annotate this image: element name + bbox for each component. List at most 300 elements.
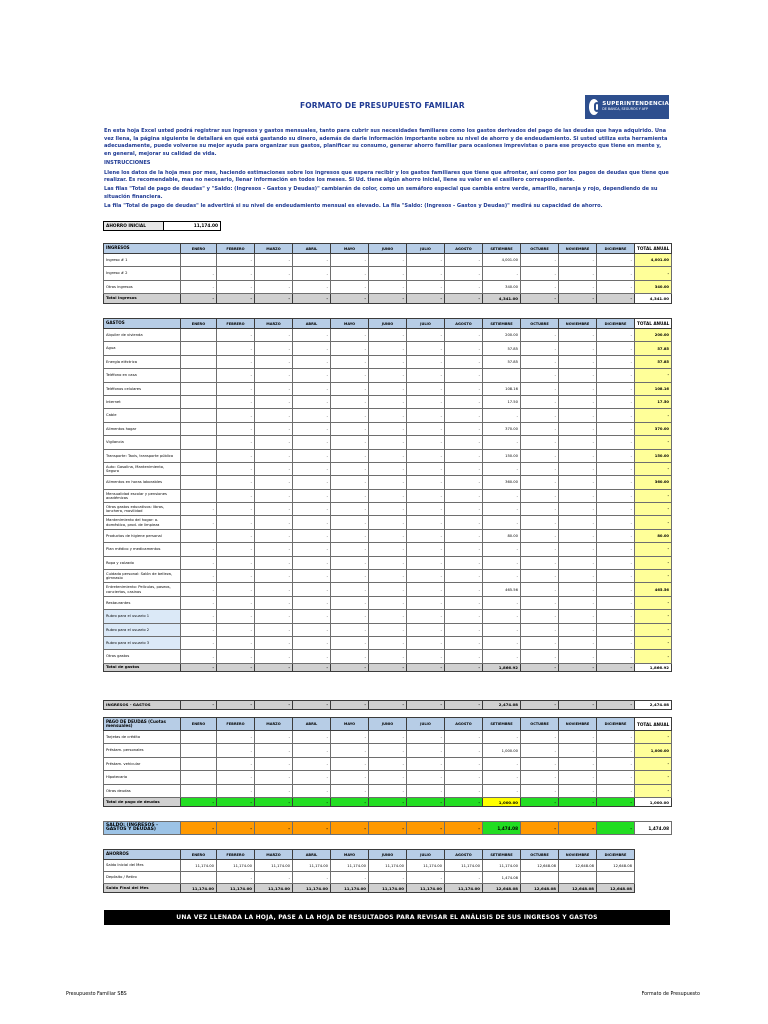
month-value-cell[interactable] [181, 462, 217, 475]
month-value-cell[interactable]: - [559, 529, 597, 542]
month-value-cell[interactable]: - [445, 369, 483, 382]
month-value-cell[interactable]: - [597, 355, 635, 368]
month-value-cell[interactable]: - [483, 556, 521, 569]
month-value-cell[interactable]: - [521, 489, 559, 502]
month-value-cell[interactable]: - [331, 784, 369, 797]
month-value-cell[interactable]: - [445, 543, 483, 556]
month-value-cell[interactable]: - [217, 744, 255, 757]
month-value-cell[interactable]: - [597, 382, 635, 395]
month-value-cell[interactable]: - [407, 449, 445, 462]
month-value-cell[interactable]: - [559, 503, 597, 516]
month-value-cell[interactable]: - [331, 489, 369, 502]
month-value-cell[interactable]: - [255, 329, 293, 342]
month-value-cell[interactable]: - [255, 744, 293, 757]
month-value-cell[interactable]: - [293, 369, 331, 382]
month-value-cell[interactable]: - [369, 570, 407, 583]
month-value-cell[interactable]: - [217, 476, 255, 489]
month-value-cell[interactable]: 11,174.00 [217, 860, 255, 872]
month-value-cell[interactable]: - [293, 503, 331, 516]
month-value-cell[interactable]: - [597, 650, 635, 663]
month-value-cell[interactable]: - [597, 342, 635, 355]
month-value-cell[interactable]: - [369, 503, 407, 516]
month-value-cell[interactable]: - [369, 280, 407, 293]
month-value-cell[interactable] [181, 784, 217, 797]
month-value-cell[interactable]: - [521, 771, 559, 784]
month-value-cell[interactable]: - [293, 355, 331, 368]
month-value-cell[interactable]: - [217, 623, 255, 636]
month-value-cell[interactable]: - [559, 355, 597, 368]
month-value-cell[interactable]: - [217, 636, 255, 649]
month-value-cell[interactable]: - [521, 280, 559, 293]
month-value-cell[interactable]: - [293, 623, 331, 636]
month-value-cell[interactable]: - [559, 449, 597, 462]
month-value-cell[interactable]: 11,174.00 [483, 860, 521, 872]
month-value-cell[interactable]: - [445, 872, 483, 884]
month-value-cell[interactable]: - [293, 342, 331, 355]
month-value-cell[interactable]: - [445, 267, 483, 280]
month-value-cell[interactable]: - [331, 382, 369, 395]
month-value-cell[interactable]: - [293, 516, 331, 529]
month-value-cell[interactable]: - [331, 570, 369, 583]
month-value-cell[interactable]: - [597, 636, 635, 649]
month-value-cell[interactable]: 465.56 [483, 583, 521, 596]
month-value-cell[interactable]: - [483, 636, 521, 649]
month-value-cell[interactable] [181, 382, 217, 395]
month-value-cell[interactable]: - [445, 382, 483, 395]
month-value-cell[interactable]: - [597, 543, 635, 556]
month-value-cell[interactable]: 12,648.08 [559, 860, 597, 872]
month-value-cell[interactable]: - [521, 731, 559, 744]
month-value-cell[interactable]: - [597, 476, 635, 489]
month-value-cell[interactable]: - [369, 369, 407, 382]
month-value-cell[interactable]: - [369, 784, 407, 797]
month-value-cell[interactable]: - [445, 409, 483, 422]
month-value-cell[interactable]: 12,648.08 [521, 860, 559, 872]
month-value-cell[interactable]: - [559, 369, 597, 382]
month-value-cell[interactable]: - [255, 254, 293, 267]
month-value-cell[interactable]: - [407, 570, 445, 583]
month-value-cell[interactable]: - [331, 583, 369, 596]
month-value-cell[interactable]: - [217, 422, 255, 435]
month-value-cell[interactable]: - [559, 757, 597, 770]
month-value-cell[interactable]: - [217, 382, 255, 395]
month-value-cell[interactable]: - [293, 409, 331, 422]
month-value-cell[interactable]: - [255, 503, 293, 516]
month-value-cell[interactable]: - [597, 462, 635, 475]
month-value-cell[interactable]: 57.85 [483, 355, 521, 368]
month-value-cell[interactable]: - [445, 436, 483, 449]
month-value-cell[interactable]: - [217, 462, 255, 475]
month-value-cell[interactable]: - [293, 382, 331, 395]
month-value-cell[interactable]: - [407, 744, 445, 757]
month-value-cell[interactable]: - [217, 503, 255, 516]
month-value-cell[interactable]: - [181, 516, 217, 529]
month-value-cell[interactable]: - [255, 596, 293, 609]
month-value-cell[interactable]: - [331, 731, 369, 744]
month-value-cell[interactable]: - [293, 422, 331, 435]
month-value-cell[interactable]: - [407, 623, 445, 636]
month-value-cell[interactable]: - [521, 516, 559, 529]
month-value-cell[interactable]: - [559, 623, 597, 636]
month-value-cell[interactable]: - [369, 771, 407, 784]
month-value-cell[interactable]: - [255, 757, 293, 770]
month-value-cell[interactable]: - [369, 449, 407, 462]
month-value-cell[interactable] [181, 476, 217, 489]
month-value-cell[interactable]: - [217, 449, 255, 462]
month-value-cell[interactable]: - [369, 529, 407, 542]
month-value-cell[interactable]: - [407, 543, 445, 556]
month-value-cell[interactable]: - [331, 543, 369, 556]
month-value-cell[interactable]: - [217, 650, 255, 663]
month-value-cell[interactable]: - [597, 556, 635, 569]
month-value-cell[interactable]: - [521, 329, 559, 342]
month-value-cell[interactable]: - [331, 503, 369, 516]
month-value-cell[interactable]: - [255, 382, 293, 395]
month-value-cell[interactable]: - [255, 650, 293, 663]
month-value-cell[interactable]: - [217, 543, 255, 556]
month-value-cell[interactable]: - [445, 650, 483, 663]
month-value-cell[interactable]: - [559, 650, 597, 663]
month-value-cell[interactable]: - [483, 650, 521, 663]
month-value-cell[interactable]: - [521, 436, 559, 449]
month-value-cell[interactable]: - [255, 771, 293, 784]
month-value-cell[interactable]: - [559, 409, 597, 422]
month-value-cell[interactable]: - [597, 409, 635, 422]
month-value-cell[interactable]: - [559, 436, 597, 449]
month-value-cell[interactable]: - [407, 382, 445, 395]
month-value-cell[interactable] [181, 449, 217, 462]
month-value-cell[interactable]: - [559, 771, 597, 784]
month-value-cell[interactable]: - [445, 610, 483, 623]
month-value-cell[interactable]: - [407, 422, 445, 435]
month-value-cell[interactable]: - [521, 556, 559, 569]
month-value-cell[interactable]: - [331, 596, 369, 609]
month-value-cell[interactable]: - [181, 583, 217, 596]
month-value-cell[interactable]: 1,474.08 [483, 872, 521, 884]
month-value-cell[interactable]: - [293, 596, 331, 609]
month-value-cell[interactable]: - [407, 583, 445, 596]
ahorro-inicial-input[interactable]: 11,174.00 [164, 222, 221, 231]
month-value-cell[interactable]: - [369, 556, 407, 569]
month-value-cell[interactable]: - [369, 254, 407, 267]
month-value-cell[interactable]: - [445, 355, 483, 368]
month-value-cell[interactable]: - [331, 744, 369, 757]
month-value-cell[interactable]: - [483, 610, 521, 623]
month-value-cell[interactable]: - [597, 596, 635, 609]
month-value-cell[interactable]: - [293, 449, 331, 462]
month-value-cell[interactable]: - [597, 489, 635, 502]
month-value-cell[interactable]: - [331, 610, 369, 623]
month-value-cell[interactable]: - [521, 449, 559, 462]
month-value-cell[interactable]: - [483, 757, 521, 770]
month-value-cell[interactable]: - [369, 744, 407, 757]
month-value-cell[interactable]: - [597, 570, 635, 583]
month-value-cell[interactable]: - [521, 784, 559, 797]
month-value-cell[interactable]: - [331, 267, 369, 280]
month-value-cell[interactable]: - [521, 409, 559, 422]
month-value-cell[interactable]: 11,174.00 [181, 860, 217, 872]
month-value-cell[interactable]: - [255, 529, 293, 542]
month-value-cell[interactable]: - [369, 342, 407, 355]
month-value-cell[interactable]: 11,174.00 [293, 860, 331, 872]
month-value-cell[interactable]: 150.00 [483, 449, 521, 462]
month-value-cell[interactable]: - [331, 650, 369, 663]
month-value-cell[interactable]: - [369, 757, 407, 770]
month-value-cell[interactable]: - [407, 556, 445, 569]
month-value-cell[interactable]: - [369, 516, 407, 529]
month-value-cell[interactable]: - [445, 784, 483, 797]
month-value-cell[interactable]: - [483, 596, 521, 609]
month-value-cell[interactable]: - [521, 382, 559, 395]
month-value-cell[interactable]: - [293, 731, 331, 744]
month-value-cell[interactable]: - [181, 267, 217, 280]
month-value-cell[interactable]: - [293, 610, 331, 623]
month-value-cell[interactable]: - [293, 476, 331, 489]
month-value-cell[interactable]: - [521, 529, 559, 542]
month-value-cell[interactable]: - [559, 476, 597, 489]
month-value-cell[interactable]: - [293, 254, 331, 267]
month-value-cell[interactable]: - [597, 610, 635, 623]
month-value-cell[interactable]: - [293, 872, 331, 884]
month-value-cell[interactable]: - [369, 623, 407, 636]
month-value-cell[interactable] [181, 489, 217, 502]
month-value-cell[interactable] [181, 872, 217, 884]
month-value-cell[interactable]: - [217, 342, 255, 355]
month-value-cell[interactable]: 80.00 [483, 529, 521, 542]
month-value-cell[interactable]: - [331, 623, 369, 636]
month-value-cell[interactable] [181, 369, 217, 382]
month-value-cell[interactable]: - [255, 449, 293, 462]
month-value-cell[interactable]: - [407, 395, 445, 408]
month-value-cell[interactable]: - [483, 503, 521, 516]
month-value-cell[interactable]: - [483, 543, 521, 556]
month-value-cell[interactable]: - [521, 422, 559, 435]
month-value-cell[interactable]: - [445, 516, 483, 529]
month-value-cell[interactable]: - [217, 529, 255, 542]
month-value-cell[interactable]: - [293, 436, 331, 449]
month-value-cell[interactable]: - [369, 731, 407, 744]
month-value-cell[interactable]: 11,174.00 [255, 860, 293, 872]
month-value-cell[interactable]: - [445, 583, 483, 596]
month-value-cell[interactable]: - [521, 503, 559, 516]
month-value-cell[interactable]: - [521, 543, 559, 556]
month-value-cell[interactable]: - [255, 462, 293, 475]
month-value-cell[interactable] [181, 355, 217, 368]
month-value-cell[interactable]: - [521, 650, 559, 663]
month-value-cell[interactable]: - [217, 436, 255, 449]
month-value-cell[interactable]: - [407, 872, 445, 884]
month-value-cell[interactable]: - [369, 636, 407, 649]
month-value-cell[interactable]: - [445, 636, 483, 649]
month-value-cell[interactable]: - [331, 395, 369, 408]
month-value-cell[interactable]: - [521, 476, 559, 489]
month-value-cell[interactable]: - [445, 503, 483, 516]
month-value-cell[interactable]: - [407, 529, 445, 542]
month-value-cell[interactable]: - [293, 650, 331, 663]
month-value-cell[interactable]: - [559, 489, 597, 502]
month-value-cell[interactable]: - [217, 369, 255, 382]
month-value-cell[interactable]: - [521, 355, 559, 368]
month-value-cell[interactable]: - [369, 436, 407, 449]
month-value-cell[interactable]: - [255, 623, 293, 636]
month-value-cell[interactable]: - [483, 784, 521, 797]
month-value-cell[interactable] [181, 757, 217, 770]
month-value-cell[interactable]: - [255, 395, 293, 408]
month-value-cell[interactable]: - [521, 610, 559, 623]
month-value-cell[interactable]: - [521, 596, 559, 609]
month-value-cell[interactable] [181, 254, 217, 267]
month-value-cell[interactable] [521, 872, 559, 884]
month-value-cell[interactable]: - [559, 267, 597, 280]
month-value-cell[interactable]: - [407, 254, 445, 267]
month-value-cell[interactable]: - [293, 556, 331, 569]
month-value-cell[interactable]: - [217, 489, 255, 502]
month-value-cell[interactable]: 11,174.00 [369, 860, 407, 872]
month-value-cell[interactable]: - [597, 516, 635, 529]
month-value-cell[interactable]: - [293, 529, 331, 542]
month-value-cell[interactable]: 11,174.00 [331, 860, 369, 872]
month-value-cell[interactable]: - [521, 623, 559, 636]
month-value-cell[interactable]: - [255, 369, 293, 382]
month-value-cell[interactable]: - [407, 516, 445, 529]
month-value-cell[interactable]: - [559, 636, 597, 649]
month-value-cell[interactable] [597, 872, 635, 884]
month-value-cell[interactable]: - [521, 369, 559, 382]
month-value-cell[interactable]: - [293, 771, 331, 784]
month-value-cell[interactable]: - [255, 636, 293, 649]
month-value-cell[interactable]: - [181, 556, 217, 569]
month-value-cell[interactable]: - [369, 267, 407, 280]
month-value-cell[interactable]: - [181, 650, 217, 663]
month-value-cell[interactable]: - [255, 409, 293, 422]
month-value-cell[interactable]: - [445, 342, 483, 355]
month-value-cell[interactable]: - [483, 570, 521, 583]
month-value-cell[interactable]: - [407, 329, 445, 342]
month-value-cell[interactable]: - [369, 355, 407, 368]
month-value-cell[interactable]: - [559, 254, 597, 267]
month-value-cell[interactable]: 11,174.00 [407, 860, 445, 872]
month-value-cell[interactable] [181, 409, 217, 422]
month-value-cell[interactable] [483, 369, 521, 382]
month-value-cell[interactable]: - [559, 329, 597, 342]
month-value-cell[interactable]: - [331, 369, 369, 382]
month-value-cell[interactable]: 360.00 [483, 476, 521, 489]
month-value-cell[interactable]: - [483, 516, 521, 529]
month-value-cell[interactable]: - [217, 355, 255, 368]
month-value-cell[interactable]: - [559, 784, 597, 797]
month-value-cell[interactable]: - [445, 476, 483, 489]
month-value-cell[interactable]: - [331, 342, 369, 355]
month-value-cell[interactable]: - [445, 529, 483, 542]
month-value-cell[interactable]: - [559, 462, 597, 475]
month-value-cell[interactable]: - [255, 556, 293, 569]
month-value-cell[interactable]: - [217, 556, 255, 569]
month-value-cell[interactable]: - [181, 610, 217, 623]
month-value-cell[interactable]: - [331, 636, 369, 649]
month-value-cell[interactable]: - [559, 422, 597, 435]
month-value-cell[interactable]: - [255, 731, 293, 744]
month-value-cell[interactable]: - [331, 771, 369, 784]
month-value-cell[interactable]: - [369, 329, 407, 342]
month-value-cell[interactable]: - [181, 280, 217, 293]
month-value-cell[interactable] [181, 436, 217, 449]
month-value-cell[interactable]: - [293, 784, 331, 797]
month-value-cell[interactable] [181, 422, 217, 435]
month-value-cell[interactable]: 11,174.00 [445, 860, 483, 872]
month-value-cell[interactable]: - [407, 503, 445, 516]
month-value-cell[interactable]: 17.50 [483, 395, 521, 408]
month-value-cell[interactable]: - [369, 409, 407, 422]
month-value-cell[interactable]: - [255, 570, 293, 583]
month-value-cell[interactable]: - [407, 596, 445, 609]
month-value-cell[interactable]: - [445, 731, 483, 744]
month-value-cell[interactable]: - [483, 462, 521, 475]
month-value-cell[interactable]: - [331, 529, 369, 542]
month-value-cell[interactable]: - [597, 280, 635, 293]
month-value-cell[interactable]: - [331, 556, 369, 569]
month-value-cell[interactable]: - [559, 596, 597, 609]
month-value-cell[interactable]: - [217, 771, 255, 784]
month-value-cell[interactable]: - [369, 872, 407, 884]
month-value-cell[interactable]: - [331, 409, 369, 422]
month-value-cell[interactable]: - [597, 449, 635, 462]
month-value-cell[interactable]: - [407, 757, 445, 770]
month-value-cell[interactable]: - [217, 610, 255, 623]
month-value-cell[interactable]: - [407, 636, 445, 649]
month-value-cell[interactable]: - [521, 462, 559, 475]
month-value-cell[interactable]: - [331, 462, 369, 475]
month-value-cell[interactable]: - [597, 529, 635, 542]
month-value-cell[interactable]: - [293, 489, 331, 502]
month-value-cell[interactable]: - [483, 409, 521, 422]
month-value-cell[interactable]: - [369, 583, 407, 596]
month-value-cell[interactable]: - [217, 254, 255, 267]
month-value-cell[interactable]: - [255, 583, 293, 596]
month-value-cell[interactable]: - [483, 267, 521, 280]
month-value-cell[interactable]: - [331, 516, 369, 529]
month-value-cell[interactable]: - [521, 744, 559, 757]
month-value-cell[interactable]: - [407, 462, 445, 475]
month-value-cell[interactable]: 340.00 [483, 280, 521, 293]
month-value-cell[interactable]: - [445, 744, 483, 757]
month-value-cell[interactable]: - [597, 771, 635, 784]
month-value-cell[interactable]: - [407, 650, 445, 663]
month-value-cell[interactable]: - [445, 757, 483, 770]
month-value-cell[interactable]: - [445, 570, 483, 583]
month-value-cell[interactable]: - [293, 744, 331, 757]
month-value-cell[interactable]: - [597, 436, 635, 449]
month-value-cell[interactable]: 370.00 [483, 422, 521, 435]
month-value-cell[interactable]: - [255, 872, 293, 884]
month-value-cell[interactable]: - [369, 462, 407, 475]
month-value-cell[interactable]: - [597, 267, 635, 280]
month-value-cell[interactable]: - [255, 355, 293, 368]
month-value-cell[interactable]: - [217, 395, 255, 408]
month-value-cell[interactable]: - [521, 757, 559, 770]
month-value-cell[interactable]: - [597, 623, 635, 636]
month-value-cell[interactable]: - [293, 462, 331, 475]
month-value-cell[interactable]: - [181, 596, 217, 609]
month-value-cell[interactable]: - [255, 516, 293, 529]
month-value-cell[interactable]: - [597, 583, 635, 596]
month-value-cell[interactable]: - [369, 382, 407, 395]
month-value-cell[interactable]: - [445, 489, 483, 502]
month-value-cell[interactable]: - [217, 280, 255, 293]
month-value-cell[interactable]: - [181, 636, 217, 649]
month-value-cell[interactable]: - [217, 267, 255, 280]
month-value-cell[interactable]: - [559, 280, 597, 293]
month-value-cell[interactable]: - [521, 267, 559, 280]
